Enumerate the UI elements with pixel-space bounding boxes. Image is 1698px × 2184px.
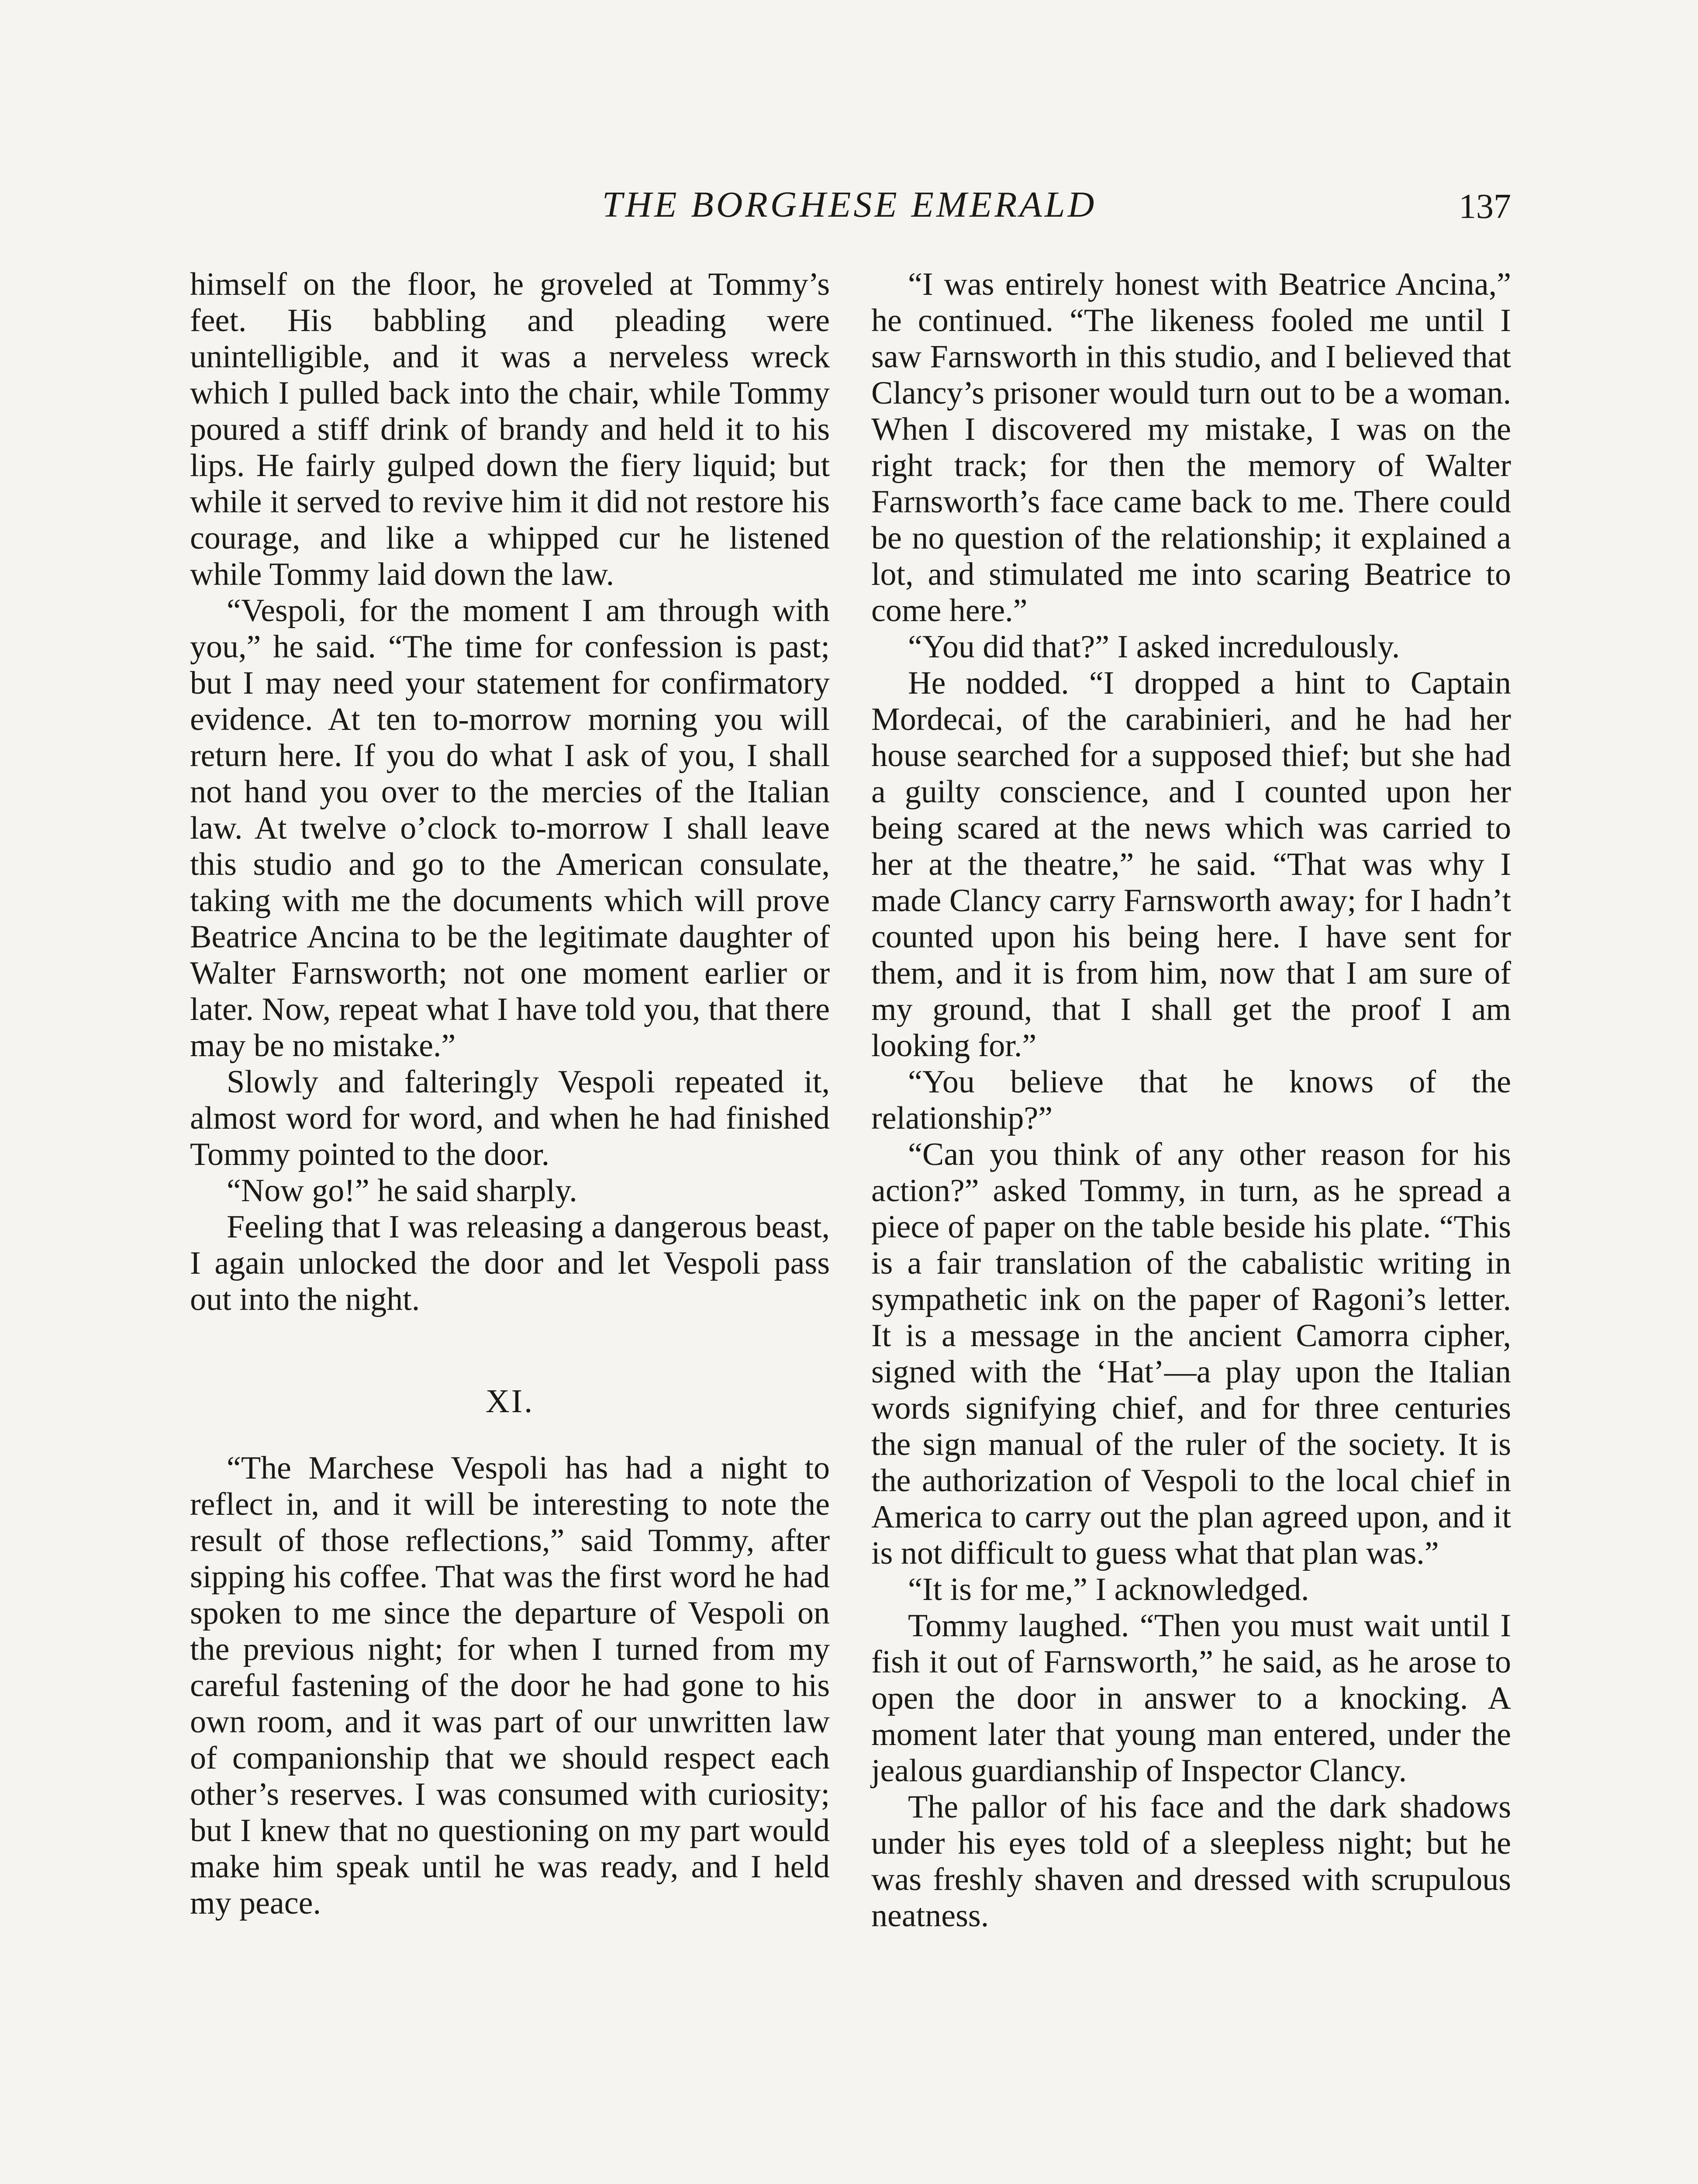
section-heading: XI. [485,1383,535,1420]
right-column [871,266,1511,1934]
paragraph: “It is for me,” I acknowledged. [908,1572,1309,1607]
paragraph: “I was entirely honest with Beatrice Ancina,” he continued. “The likeness fooled me until I saw Farnsworth in this studio, and I believed that Clancy’s prisoner would turn out to be a woman. When I discovered my mistake, I was on the right track; for then the memory of Walter Farnsworth’s face came back to me. There could be no question of the relationship; it explained a lot, and stimulated me into scaring Beatrice to come here.” [871,266,1511,629]
paragraph: “Vespoli, for the moment I am through with you,” he said. “The time for confession is past; but I may need your statement for confirmatory evidence. At ten to-morrow morning you will return here. If you do what I ask of you, I shall not hand you over to the mercies of the Italian law. At twelve o’clock to-morrow I shall leave this studio and go to the American consulate, taking with me the documents which will prove Beatrice Ancina to be the legitimate daughter of Walter Farnsworth; not one moment earlier or later. Now, repeat what I have told you, that there may be no mistake.” [190,593,830,1064]
page-title: THE BORGHESE EMERALD [602,184,1097,225]
paragraph: “You did that?” I asked incredulously. [908,629,1400,665]
paragraph: “You believe that he knows of the relationship?” [871,1064,1511,1136]
paragraph: Slowly and falteringly Vespoli repeated it, almost word for word, and when he had finished Tommy pointed to the door. [190,1064,830,1172]
paragraph: Tommy laughed. “Then you must wait until I fish it out of Farnsworth,” he said, as he arose to open the door in answer to a knocking. A moment later that young man entered, under the jealous guardianship of Inspector Clancy. [871,1608,1511,1789]
paragraph: “Now go!” he said sharply. [227,1173,577,1209]
paragraph: Feeling that I was releasing a dangerous beast, I again unlocked the door and let Vespoli pass out into the night. [190,1209,830,1317]
paragraph: “Can you think of any other reason for his action?” asked Tommy, in turn, as he spread a piece of paper on the table beside his plate. “This is a fair translation of the cabalistic writing in sympathetic ink on the paper of Ragoni’s letter. It is a message in the ancient Camorra cipher, signed with the ‘Hat’—a play upon the Italian words signifying chief, and for three centuries the sign manual of the ruler of the society. It is the authorization of Vespoli to the local chief in America to carry out the plan agreed upon, and it is not difficult to guess what that plan was.” [871,1137,1511,1571]
page-number: 137 [1459,187,1511,226]
paragraph: himself on the floor, he groveled at Tommy’s feet. His babbling and pleading were unintelligible, and it was a nerveless wreck which I pulled back into the chair, while Tommy poured a stiff drink of brandy and held it to his lips. He fairly gulped down the fiery liquid; but while it served to revive him it did not restore his courage, and like a whipped cur he listened while Tommy laid down the law. [190,266,830,592]
paragraph: He nodded. “I dropped a hint to Captain Mordecai, of the carabinieri, and he had her house searched for a supposed thief; but she had a guilty conscience, and I counted upon her being scared at the news which was carried to her at the theatre,” he said. “That was why I made Clancy carry Farnsworth away; for I hadn’t counted upon his being here. I have sent for them, and it is from him, now that I am sure of my ground, that I shall get the proof I am looking for.” [871,665,1511,1064]
paragraph: The pallor of his face and the dark shadows under his eyes told of a sleepless night; but he was freshly shaven and dressed with scrupulous neatness. [871,1789,1511,1934]
paragraph: “The Marchese Vespoli has had a night to reflect in, and it will be interesting to note the result of those reflections,” said Tommy, after sipping his coffee. That was the first word he had spoken to me since the departure of Vespoli on the previous night; for when I turned from my careful fastening of the door he had gone to his own room, and it was part of our unwritten law of companionship that we should respect each other’s reserves. I was consumed with curiosity; but I knew that no questioning on my part would make him speak until he was ready, and I held my peace. [190,1450,830,1921]
left-column [190,266,830,1921]
running-head [188,183,1511,236]
